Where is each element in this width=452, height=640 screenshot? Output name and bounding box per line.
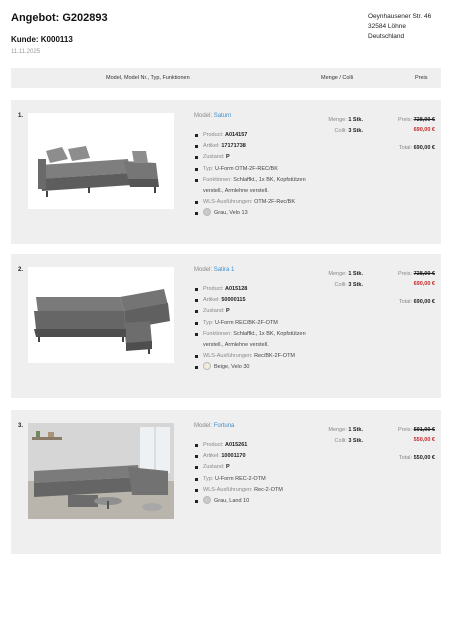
product-image [28,113,174,209]
customer-number: Kunde: K000113 [11,35,73,44]
property-article: Artikel: 10001170 [194,451,306,462]
color-swatch [203,362,211,370]
column-header-price: Preis [415,75,428,81]
color-swatch [203,496,211,504]
address-city: 32584 Löhne [368,23,406,30]
quantity-value: 1 Stk. [348,271,363,277]
old-price: 728,00 € [413,117,435,123]
quantity-value: 1 Stk. [348,427,363,433]
model-line [194,423,234,429]
property-condition: Zustand: P [194,462,306,473]
colli-value: 3 Stk. [348,128,363,134]
color-swatch [203,208,211,216]
company-address [368,12,431,42]
property-wls: WLS-Ausführungen: Rec-2-OTM [194,485,306,496]
address-country: Deutschland [368,33,405,40]
property-type: Typ: U-Form REC/BK-2F-OTM [194,318,306,329]
product-image [28,423,174,519]
product-image [28,267,174,363]
property-color: Grau, Land 10 [194,496,306,507]
property-condition: Zustand: P [194,152,306,163]
quantity-block: Menge: 1 Stk. Colli: 3 Stk. [328,271,363,288]
model-line [194,113,231,119]
product-properties [194,440,306,507]
property-functions: Funktionen: Schlaffkt., 1x BK, Kopfstützen verstell., Armlehne verstell. [194,175,306,197]
offer-date: 11.11.2025 [11,49,41,55]
price-block: Preis: 728,00 € 690,00 € Total: 690,00 € [367,269,435,307]
room-scene-illustration [28,423,174,519]
property-product: Product: A015261 [194,440,306,451]
property-color: Grau, Velo 13 [194,208,306,219]
property-wls: WLS-Ausführungen: Rec/BK-2F-OTM [194,351,306,362]
offer-item [11,410,441,554]
item-number: 2. [18,267,24,273]
property-color: Beige, Velo 30 [194,362,306,373]
property-functions: Funktionen: Schlaffkt., 1x BK, Kopfstützen verstell., Armlehne verstell. [194,329,306,351]
item-number: 1. [18,113,24,119]
property-type: Typ: U-Form OTM-2F-REC/BK [194,164,306,175]
property-product: Product: A015128 [194,284,306,295]
property-article: Artikel: 17171738 [194,141,306,152]
quantity-block: Menge: 1 Stk. Colli: 3 Stk. [328,427,363,444]
column-header-model: Model, Model Nr., Typ, Funktionen [106,75,190,81]
model-label: Model: [194,423,213,429]
price-block: Preis: 591,00 € 550,00 € Total: 550,00 € [367,425,435,463]
model-name: Satira 1 [213,267,235,273]
model-label: Model: [194,267,213,273]
product-properties [194,284,306,374]
property-article: Artikel: 50000115 [194,295,306,306]
colli-value: 3 Stk. [348,282,363,288]
property-product: Product: A014157 [194,130,306,141]
total-price: 690,00 € [413,299,435,305]
colli-value: 3 Stk. [348,438,363,444]
model-name: Fortuna [213,423,235,429]
old-price: 591,00 € [413,427,435,433]
offer-item [11,100,441,244]
column-header-bar [11,68,441,88]
document-header [11,12,108,55]
product-properties [194,130,306,220]
model-name: Saturn [213,113,232,119]
total-price: 690,00 € [413,145,435,151]
column-header-qty: Menge / Colli [321,75,354,81]
offer-item [11,254,441,398]
new-price: 690,00 € [413,127,435,133]
property-condition: Zustand: P [194,306,306,317]
new-price: 690,00 € [413,281,435,287]
sofa-illustration [28,113,174,209]
address-street: Oeynhausener Str. 46 [368,13,432,20]
quantity-value: 1 Stk. [348,117,363,123]
total-price: 550,00 € [413,455,435,461]
item-number: 3. [18,423,24,429]
property-wls: WLS-Ausführungen: OTM-2F-Rec/BK [194,197,306,208]
price-block: Preis: 728,00 € 690,00 € Total: 690,00 € [367,115,435,153]
sofa-illustration [28,267,174,363]
property-type: Typ: U-Form REC-2-OTM [194,474,306,485]
quantity-block: Menge: 1 Stk. Colli: 3 Stk. [328,117,363,134]
offer-title: Angebot: G202893 [11,12,108,24]
old-price: 728,00 € [413,271,435,277]
model-label: Model: [194,113,213,119]
new-price: 550,00 € [413,437,435,443]
model-line [194,267,234,273]
